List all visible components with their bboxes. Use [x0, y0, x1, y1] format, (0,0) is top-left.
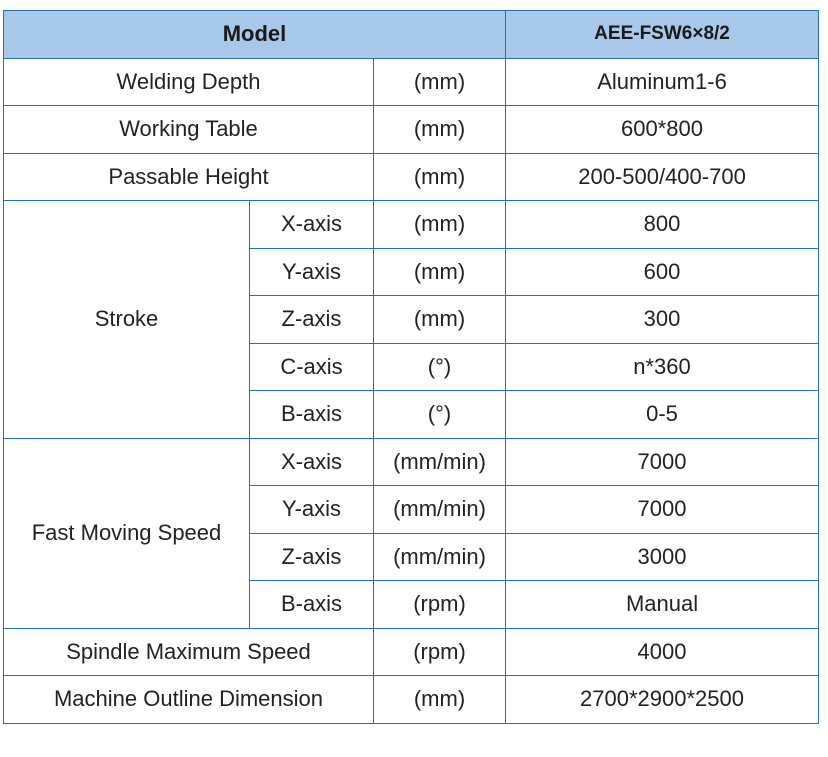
- axis-label: Z-axis: [250, 533, 374, 581]
- row-unit: (mm): [374, 153, 506, 201]
- row-value: 4000: [506, 628, 819, 676]
- table-row-outline-dimension: [4, 676, 819, 724]
- axis-unit: (mm): [374, 201, 506, 249]
- axis-value: n*360: [506, 343, 819, 391]
- table-row-spindle-max-speed: [4, 628, 819, 676]
- row-unit: (mm): [374, 676, 506, 724]
- row-value: Aluminum1-6: [506, 58, 819, 106]
- row-label: Welding Depth: [4, 58, 374, 106]
- axis-unit: (mm/min): [374, 533, 506, 581]
- row-unit: (mm): [374, 106, 506, 154]
- row-value: 200-500/400-700: [506, 153, 819, 201]
- stroke-group-label: Stroke: [4, 201, 250, 439]
- axis-label: X-axis: [250, 438, 374, 486]
- table-row-working-table: [4, 106, 819, 154]
- axis-label: B-axis: [250, 391, 374, 439]
- model-value: AEE-FSW6×8/2: [506, 11, 819, 59]
- axis-label: B-axis: [250, 581, 374, 629]
- axis-label: Z-axis: [250, 296, 374, 344]
- table-row-passable-height: [4, 153, 819, 201]
- row-value: 600*800: [506, 106, 819, 154]
- row-label: Working Table: [4, 106, 374, 154]
- table-row-speed-x: [4, 438, 819, 486]
- spec-table: [3, 10, 819, 724]
- row-unit: (mm): [374, 58, 506, 106]
- axis-label: X-axis: [250, 201, 374, 249]
- table-row-welding-depth: [4, 58, 819, 106]
- row-value: 2700*2900*2500: [506, 676, 819, 724]
- axis-value: 800: [506, 201, 819, 249]
- row-label: Passable Height: [4, 153, 374, 201]
- header-row: [4, 11, 819, 59]
- model-label: Model: [4, 11, 506, 59]
- axis-unit: (mm/min): [374, 486, 506, 534]
- axis-label: Y-axis: [250, 486, 374, 534]
- axis-value: 3000: [506, 533, 819, 581]
- axis-unit: (mm): [374, 248, 506, 296]
- row-unit: (rpm): [374, 628, 506, 676]
- axis-value: 0-5: [506, 391, 819, 439]
- row-label: Machine Outline Dimension: [4, 676, 374, 724]
- axis-unit: (°): [374, 343, 506, 391]
- axis-unit: (mm): [374, 296, 506, 344]
- axis-value: 300: [506, 296, 819, 344]
- row-label: Spindle Maximum Speed: [4, 628, 374, 676]
- axis-unit: (rpm): [374, 581, 506, 629]
- table-row-stroke-x: [4, 201, 819, 249]
- axis-value: 600: [506, 248, 819, 296]
- speed-group-label: Fast Moving Speed: [4, 438, 250, 628]
- axis-unit: (°): [374, 391, 506, 439]
- axis-label: Y-axis: [250, 248, 374, 296]
- axis-label: C-axis: [250, 343, 374, 391]
- axis-value: 7000: [506, 438, 819, 486]
- axis-value: Manual: [506, 581, 819, 629]
- axis-unit: (mm/min): [374, 438, 506, 486]
- axis-value: 7000: [506, 486, 819, 534]
